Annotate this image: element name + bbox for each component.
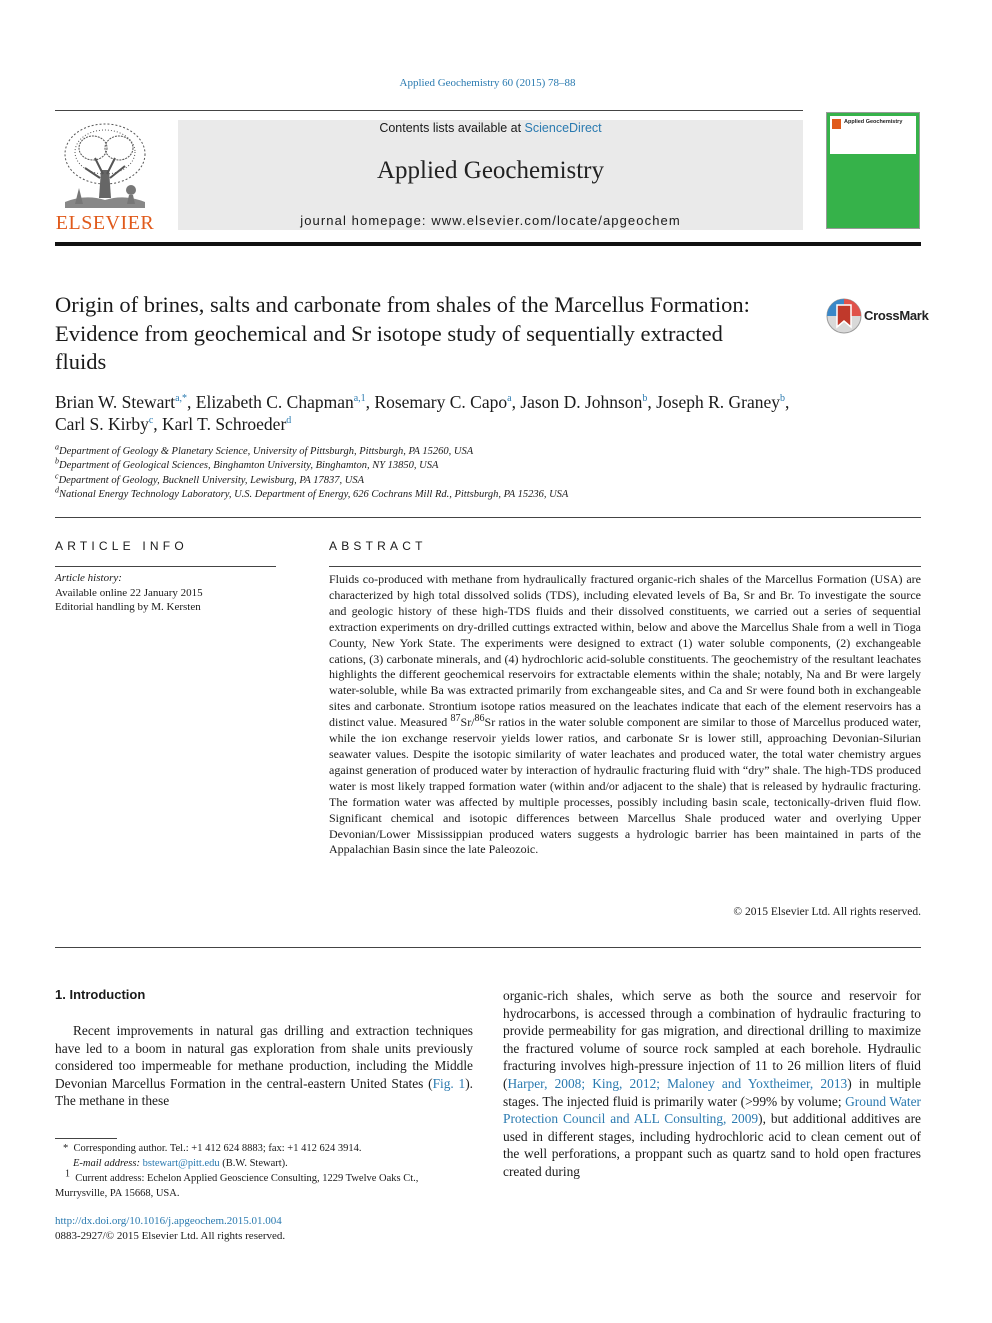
intro-text-tail: ). The methane in these <box>55 1075 473 1109</box>
footnote-corresponding <box>55 1141 473 1156</box>
author-name: Joseph R. Graney <box>656 392 781 412</box>
article-history <box>55 571 280 615</box>
history-label: Article history: <box>55 572 122 584</box>
cover-elsevier-icon <box>832 119 841 129</box>
abstract-part-3: Sr ratios in the water soluble component are similar to those of Marcellus produced water, while the ion exchange reservoir yields lower ratios, and carbonate Sr is lower still, approaching Devonian-Silurian seawater values. Despite the isotopic similarity of water leachates and produced water, the total water chemistry argues against generation of produced water by interaction of hydraulic fracturing fluid with “dry” shale. The high-TDS produced water is most likely trapped formation water (within and/or adjacent to the shale) that is released by hydraulic fracturing. The formation water was affected by multiple processes, possibly including basin scale, tectonically-driven fluid flow. Significant chemical and isotopic differences between Marcellus Shale produced water and overlying Upper Devonian/Lower Mississippian produced waters suggests a hydrologic barrier has been maintained in parts of the Appalachian Basin since the late Paleozoic. <box>329 715 921 857</box>
citation-link-harper[interactable]: Harper, 2008; King, 2012; Maloney and Yoxtheimer, 2013 <box>507 1075 848 1091</box>
abstract-rule <box>329 566 921 567</box>
footnote-mark-1: 1 <box>65 1168 70 1180</box>
abstract-part-2: Sr/ <box>460 715 475 730</box>
author-separator: , <box>647 392 657 412</box>
affiliation <box>55 442 921 459</box>
right-text-1: organic-rich shales, which serve as both the source and reservoir for hydrocarbons, is accessed through a combination of hydraulic fracturing to provide permeability for gas migration, and directional drilling to maximize the fractured volume of source rock sampled at each borehole. Hydraulic fracturing involves high-pressure injection of 11 to 26 million liters of fluid ( <box>503 988 921 1091</box>
right-text-2: ) in multiple stages. The injected fluid is primarily water (>99% by volume; <box>503 1075 922 1109</box>
author-separator: , <box>785 392 790 412</box>
author[interactable] <box>196 392 375 412</box>
author-name: Brian W. Stewart <box>55 392 176 412</box>
author-affiliation-mark[interactable]: b <box>780 393 786 405</box>
author-list <box>55 391 921 435</box>
contents-prefix: Contents lists available at <box>379 121 525 135</box>
contents-line <box>178 121 803 135</box>
footnote-current-address <box>55 1168 473 1201</box>
doi-link[interactable]: http://dx.doi.org/10.1016/j.apgeochem.2015.01.004 <box>55 1215 282 1227</box>
affiliation-key: c <box>55 471 59 481</box>
affiliation <box>55 485 921 502</box>
body-right-column <box>503 987 921 1181</box>
citation-link-gwpc[interactable]: Ground Water Protection Council and ALL Consulting, 2009 <box>503 1093 921 1127</box>
abstract-sup-86: 86 <box>474 713 485 725</box>
email-link[interactable]: bstewart@pitt.edu <box>142 1158 220 1169</box>
affiliation-text: Department of Geological Sciences, Binghamton University, Binghamton, NY 13850, USA <box>59 460 439 472</box>
crossmark-badge[interactable] <box>826 298 929 334</box>
author-name: Carl S. Kirby <box>55 414 149 434</box>
header-top-rule <box>55 110 803 111</box>
section-rule-2 <box>55 947 921 948</box>
cover-header <box>830 116 916 154</box>
corresponding-text: Corresponding author. Tel.: +1 412 624 8883; fax: +1 412 624 3914. <box>73 1143 362 1154</box>
abstract-part-1: Fluids co-produced with methane from hydraulically fractured organic-rich shales of the Marcellus Formation (USA) are characterized by high total dissolved solids (TDS), including elevated levels of Ba, Sr and Br. To investigate the source and geologic history of these high-TDS fluids and their dissolved constituents, we carried out a series of sequential extraction experiments on dry-drilled cuttings extracted within, below and above the Marcellus Shale from a well in Tioga County, New York State. The experiments were designed to extract (1) water soluble components, (2) exchangeable cations, (3) carbonate minerals, and (4) hydrochloric acid-soluble constituents. The geochemistry of the resultant leachates highlights the different geochemical reservoirs for extractable elements within the shale; notably, Na and Br were largely water-soluble, while Ba was extracted primarily from exchangeable sites, and Ca and Sr were found both in exchangeable sites and carbonate. Strontium isotope ratios measured on the leachates indicate that each of the element reservoirs has a distinct value. Measured <box>329 572 921 730</box>
author[interactable] <box>162 414 291 434</box>
author-name: Elizabeth C. Chapman <box>195 392 354 412</box>
elsevier-wordmark: ELSEVIER <box>55 212 155 234</box>
affiliation-list <box>55 442 921 502</box>
affiliation-text: National Energy Technology Laboratory, U.S. Department of Energy, 626 Cochrans Mill Rd., Pittsburgh, PA 15236, USA <box>59 488 569 500</box>
journal-citation-link[interactable]: Applied Geochemistry 60 (2015) 78–88 <box>399 77 576 89</box>
email-tail: (B.W. Stewart). <box>219 1158 288 1169</box>
affiliation-key: d <box>55 485 59 495</box>
author-name: Karl T. Schroeder <box>162 414 287 434</box>
affiliation-text: Department of Geology, Bucknell University, Lewisburg, PA 17837, USA <box>58 474 365 486</box>
abstract-heading: ABSTRACT <box>329 539 427 553</box>
affiliation-text: Department of Geology & Planetary Science, University of Pittsburgh, Pittsburgh, PA 15260, USA <box>59 446 474 457</box>
author-affiliation-mark[interactable]: b <box>642 393 648 405</box>
journal-name: Applied Geochemistry <box>376 157 605 184</box>
author-affiliation-mark[interactable]: d <box>286 415 292 427</box>
intro-text: Recent improvements in natural gas drilling and extraction techniques have led to a boom in natural gas exploration from shale units previously considered too impermeable for methane production, including the Middle Devonian Marcellus Formation in the central-eastern United States ( <box>55 1023 473 1091</box>
section-rule <box>55 517 921 518</box>
author-affiliation-mark[interactable]: a,* <box>175 393 188 405</box>
header-thick-rule <box>55 242 921 246</box>
current-address-text: Current address: Echelon Applied Geoscience Consulting, 1229 Twelve Oaks Ct., Murrysville, PA 15668, USA. <box>55 1173 419 1199</box>
journal-cover-thumbnail[interactable] <box>826 112 920 229</box>
affiliation-key: b <box>55 456 59 466</box>
abstract-sup-87: 87 <box>450 713 461 725</box>
author-name: Jason D. Johnson <box>520 392 643 412</box>
affiliation <box>55 471 921 488</box>
editorial-handling: Editorial handling by M. Kersten <box>55 601 201 613</box>
author-affiliation-mark[interactable]: a,1 <box>353 393 366 405</box>
footnotes <box>55 1141 473 1201</box>
author[interactable] <box>656 392 789 412</box>
article-title: Origin of brines, salts and carbonate from shales of the Marcellus Formation: Evidence from geochemical and Sr isotope study of sequentially extracted fluids <box>55 292 750 374</box>
author[interactable] <box>520 392 656 412</box>
author-separator: , <box>511 392 521 412</box>
cover-title: Applied Geochemistry <box>844 119 903 125</box>
crossmark-label: CrossMark <box>864 308 929 323</box>
affiliation-key: a <box>55 442 59 452</box>
author[interactable] <box>374 392 520 412</box>
author-separator: , <box>153 414 163 434</box>
sciencedirect-link[interactable]: ScienceDirect <box>524 121 602 135</box>
journal-homepage[interactable]: journal homepage: www.elsevier.com/locate/apgeochem <box>300 213 681 228</box>
author-affiliation-mark[interactable]: c <box>148 415 154 427</box>
introduction-heading: 1. Introduction <box>55 987 146 1002</box>
author-separator: , <box>187 392 196 412</box>
abstract-text <box>329 572 921 858</box>
right-text-3: ), but additional additives are used in different stages, including hydrochloric acid to clean cement out of the well perforations, a proppant such as quartz sand to hold open fractures created during <box>503 1111 921 1179</box>
author-name: Rosemary C. Capo <box>374 392 508 412</box>
article-info-heading: ARTICLE INFO <box>55 539 188 553</box>
author[interactable] <box>55 392 196 412</box>
affiliation <box>55 456 921 473</box>
footnote-mark-star: * <box>63 1143 69 1154</box>
email-label: E-mail address: <box>73 1158 143 1169</box>
footnote-email <box>55 1156 473 1171</box>
footnote-rule <box>55 1138 117 1139</box>
abstract-copyright: © 2015 Elsevier Ltd. All rights reserved. <box>733 906 921 918</box>
author-affiliation-mark[interactable]: a <box>507 393 512 405</box>
author[interactable] <box>55 414 162 434</box>
body-left-column <box>55 1022 473 1110</box>
fig1-link[interactable]: Fig. 1 <box>432 1075 466 1091</box>
available-online: Available online 22 January 2015 <box>55 586 203 599</box>
crossmark-icon <box>826 298 862 334</box>
article-info-rule <box>55 566 276 567</box>
issn-line: 0883-2927/© 2015 Elsevier Ltd. All rights reserved. <box>55 1230 286 1242</box>
author-separator: , <box>365 392 375 412</box>
